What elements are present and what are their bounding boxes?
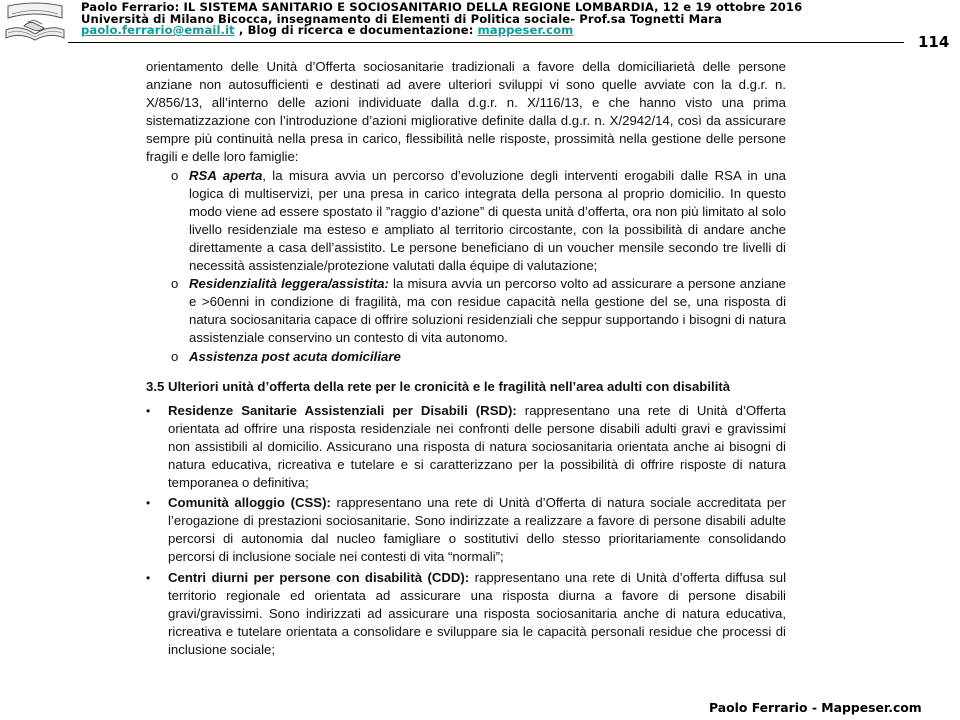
- item-text: , la misura avvia un percorso d’evoluzione degli interventi erogabili dalle RSA in una logica di multiservizi, per una presa in carico integrata della persona al proprio domicilio. In questo modo viene ad essere spostato il ”raggio d’azione” di questa unità d’offerta, ora non più limitato al solo livello residenziale ma esteso e ampliato al territorio circostante, con la possibilità di andare anche direttamente a casa dell’assistito. Le persone beneficiano di un voucher mensile secondo tre livelli di necessità assistenziale/protezione valutati dalla équipe di valutazione;: [189, 167, 786, 274]
- book-handshake-logo-icon: [4, 2, 66, 42]
- circle-bullet-icon: o: [171, 276, 179, 292]
- header-links: [81, 25, 802, 37]
- item-title: Assistenza post acuta domiciliare: [189, 348, 401, 364]
- intro-paragraph: orientamento delle Unità d’Offerta sociosanitarie tradizionali a favore della domiciliarietà delle persone anziane non autosufficienti e destinati ad avere ulteriori sviluppi vi sono quelle avviate con la d.g.r. n. X/856/13, all’interno delle azioni individuate dalla d.g.r. n. X/116/13, e che hanno visto una prima sistematizzazione con l’introduzione d’azioni migliorative definite dalla d.g.r. n. X/2942/14, così da assicurare sempre più continuità nella presa in carico, flessibilità nelle risposte, prossimità nella gestione delle persone fragili e delle loro famiglie:: [146, 59, 786, 165]
- circle-bullet-icon: o: [171, 348, 179, 364]
- bullet-dot-icon: •: [146, 403, 151, 418]
- circle-bullet-icon: o: [171, 167, 179, 183]
- blog-label: , Blog di ricerca e documentazione:: [234, 23, 478, 37]
- bullet-list: [146, 402, 786, 659]
- page-header: [0, 0, 960, 51]
- document-body: [146, 58, 786, 659]
- item-title: Residenze Sanitarie Assistenziali per Disabili (RSD):: [168, 402, 517, 418]
- sub-list-item: [146, 348, 786, 366]
- item-text: la misura avvia un percorso volto ad assicurare a persone anziane e >60enni in condizione di fragilità, ma con residue capacità nella gestione del se, una risposta di natura sociosanitaria capace di offrire soluzioni residenziali che seppur supportando i bisogni di natura assistenziale conservino un contesto di vita autonomo.: [189, 276, 786, 346]
- sub-list-item: [146, 275, 786, 347]
- sub-list-item: [146, 167, 786, 276]
- email-link[interactable]: paolo.ferrario@email.it: [81, 23, 235, 37]
- item-title: RSA aperta: [189, 167, 263, 183]
- header-course: Università di Milano Bicocca, insegnamento di Elementi di Politica sociale- Prof.sa Tognetti Mara: [81, 11, 722, 26]
- page-number: 114: [918, 33, 950, 51]
- item-text: rappresentano una rete di Unità d’Offerta orientata ad offrire una risposta residenziale nei confronti delle persone disabili adulti gravi e gravissimi non assistibili al domicilio. Assicurano una risposta di natura sociosanitaria orientata anche ai bisogni di natura educativa, ricreativa e tutelare e si caratterizzano per la possibilità di offrire risposte di natura temporanea o definitiva;: [168, 402, 786, 491]
- bullet-item: [146, 402, 786, 492]
- section-heading: 3.5 Ulteriori unità d’offerta della rete per le cronicità e le fragilità nell’area adulti con disabilità: [146, 378, 731, 394]
- item-text: rappresentano una rete di Unità d’Offerta di natura sociale accreditata per l’erogazione di prestazioni sociosanitarie. Sono indirizzate a realizzare a favore di persone disabili adulte percorsi di autonomia dal nucleo famigliare o sostitutivi dello stesso prioritariamente consolidando percorsi di inclusione sociale nei contesti di vita “normali”;: [168, 495, 786, 565]
- item-title: Comunità alloggio (CSS):: [168, 495, 331, 511]
- page-footer: Paolo Ferrario - Mappeser.com: [709, 700, 922, 715]
- header-text: [81, 2, 802, 37]
- bullet-dot-icon: •: [146, 496, 151, 511]
- header-divider: [68, 42, 904, 43]
- blog-link[interactable]: mappeser.com: [477, 23, 574, 37]
- header-title: Paolo Ferrario: IL SISTEMA SANITARIO E SOCIOSANITARIO DELLA REGIONE LOMBARDIA, 12 e 19 ottobre 2016: [81, 0, 803, 14]
- bullet-dot-icon: •: [146, 570, 151, 585]
- sub-list: [146, 167, 786, 366]
- item-title: Centri diurni per persone con disabilità (CDD):: [168, 569, 470, 585]
- bullet-item: [146, 494, 786, 566]
- bullet-item: [146, 569, 786, 659]
- item-text: rappresentano una rete di Unità d’offerta diffusa sul territorio regionale ed orientata ad assicurare una risposta diurna a favore di persone disabili gravi/gravissimi. Sono indirizzati ad assicurare una risposta sociosanitaria anche di natura educativa, ricreativa e tutelare orientata a consolidare e sviluppare sia le capacità personali residue che processi di inclusione sociale;: [168, 569, 786, 657]
- item-title: Residenzialità leggera/assistita:: [189, 276, 389, 292]
